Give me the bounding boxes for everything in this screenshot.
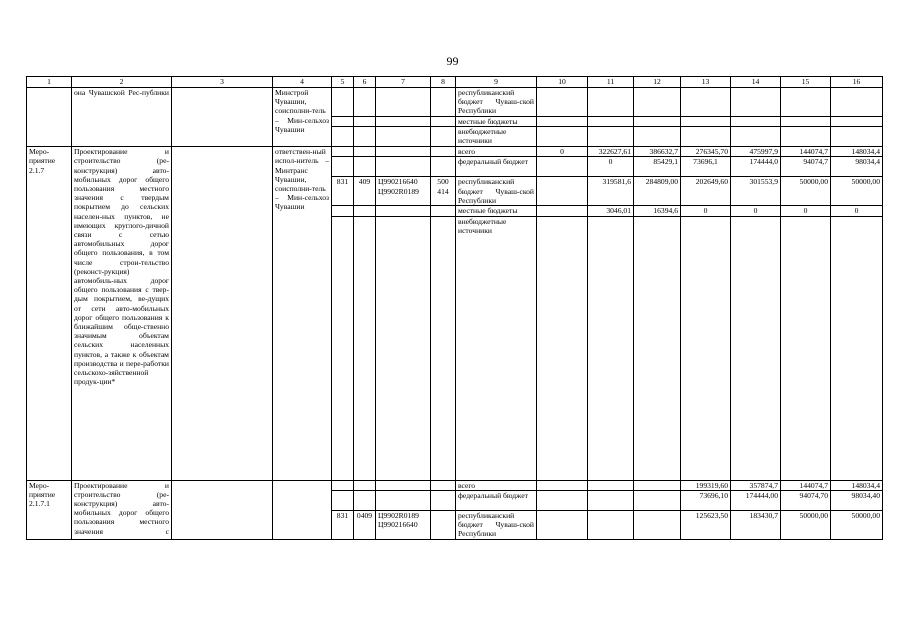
funding-source: всего — [456, 147, 537, 157]
value-cell: 0 — [781, 206, 831, 216]
table-row — [27, 480, 883, 490]
value-cell: 0 — [831, 206, 883, 216]
table-row — [27, 147, 883, 157]
value-cell: 284809,00 — [634, 177, 681, 206]
vr-cell: 500 414 — [431, 177, 456, 206]
value-cell: 322627,61 — [588, 147, 634, 157]
funding-source: всего — [456, 480, 537, 490]
value-cell: 301553,9 — [731, 177, 781, 206]
funding-source: республиканский бюджет Чуваш-ской Республики — [456, 510, 537, 539]
funding-source: республиканский бюджет Чуваш-ской Республики — [456, 177, 537, 206]
value-cell: 202649,60 — [681, 177, 731, 206]
rzpr-cell: 0409 — [354, 510, 376, 539]
value-cell: 0 — [588, 157, 634, 177]
value-cell: 94074,70 — [781, 490, 831, 510]
measure-cell: Меро-приятие 2.1.7.1 — [27, 480, 72, 539]
column-number-row — [27, 77, 883, 88]
col-number: 13 — [681, 77, 731, 88]
funding-source: республиканский бюджет Чуваш-ской Республики — [456, 88, 537, 117]
value-cell — [537, 177, 588, 206]
value-cell: 475997,9 — [731, 147, 781, 157]
value-cell: 357874,7 — [731, 480, 781, 490]
col-number: 8 — [431, 77, 456, 88]
value-cell: 148034,4 — [831, 480, 883, 490]
col-number: 2 — [72, 77, 172, 88]
table-row — [27, 88, 883, 117]
value-cell: 50000,00 — [831, 177, 883, 206]
measure-name: Проектирование и строительство (ре-конструкция) авто-мобильных дорог общего пользования местного значения с твердым покрытием до сельских населен-ных пунктов, не имеющих круглого-дичной связи с сетью автомобильных дорог общего пользования, в том числе строи-тельство (реконст-рукция) автомобиль-ных дорог общего пользования с твер-дым покрытием, ве-дущих от сети авто-мобильных дорог общего пользования к ближайшим обще-ственно значимым объектам сельских населенных пунктов, а также к объектам производства и пере-работки сельскохо-зяйственной продук-ции* — [72, 147, 172, 480]
executor-cell: Минстрой Чувашии, соисполни-тель – Мин-сельхоз Чувашии — [273, 88, 332, 147]
program-cell — [172, 88, 273, 147]
value-cell: 94074,7 — [781, 157, 831, 177]
col-number: 9 — [456, 77, 537, 88]
value-cell: 0 — [537, 147, 588, 157]
program-cell — [172, 147, 273, 480]
col-number: 1 — [27, 77, 72, 88]
value-cell: 125623,50 — [681, 510, 731, 539]
value-cell: 0 — [731, 206, 781, 216]
grbs-cell: 831 — [332, 510, 354, 539]
value-cell: 199319,60 — [681, 480, 731, 490]
value-cell: 174444,00 — [731, 490, 781, 510]
col-number: 4 — [273, 77, 332, 88]
value-cell: 50000,00 — [781, 510, 831, 539]
value-cell: 16394,6 — [634, 206, 681, 216]
value-cell: 73696,1 — [681, 157, 731, 177]
col-number: 15 — [781, 77, 831, 88]
program-cell — [172, 480, 273, 539]
funding-source: местные бюджеты — [456, 206, 537, 216]
value-cell — [537, 157, 588, 177]
col-number: 5 — [332, 77, 354, 88]
funding-source: местные бюджеты — [456, 117, 537, 127]
col-number: 6 — [354, 77, 376, 88]
col-number: 14 — [731, 77, 781, 88]
value-cell: 319581,6 — [588, 177, 634, 206]
col-number: 11 — [588, 77, 634, 88]
col-number: 12 — [634, 77, 681, 88]
executor-cell — [273, 480, 332, 539]
executor-cell: ответствен-ный испол-нитель – Минтранс Чувашии, соисполни-тель – Мин-сельхоз Чувашии — [273, 147, 332, 480]
value-cell: 50000,00 — [831, 510, 883, 539]
funding-source: внебюджетные источники — [456, 127, 537, 147]
value-cell: 386632,7 — [634, 147, 681, 157]
value-cell: 174444,0 — [731, 157, 781, 177]
value-cell: 3046,01 — [588, 206, 634, 216]
col-number: 10 — [537, 77, 588, 88]
program-table — [26, 76, 883, 540]
col-number: 16 — [831, 77, 883, 88]
value-cell: 50000,00 — [781, 177, 831, 206]
csr-cell: Ц990216640 Ц9902R0189 — [376, 177, 431, 206]
value-cell: 276345,70 — [681, 147, 731, 157]
grbs-cell: 831 — [332, 177, 354, 206]
value-cell: 183430,7 — [731, 510, 781, 539]
measure-name: она Чувашской Рес-публики — [72, 88, 172, 147]
funding-source: федеральный бюджет — [456, 490, 537, 510]
page-number: 99 — [446, 54, 459, 68]
rzpr-cell: 409 — [354, 177, 376, 206]
col-number: 3 — [172, 77, 273, 88]
value-cell: 85429,1 — [634, 157, 681, 177]
value-cell: 0 — [681, 206, 731, 216]
value-cell: 144074,7 — [781, 147, 831, 157]
measure-name: Проектирование и строительство (ре-конструкция) авто-мобильных дорог общего пользования местного значения с — [72, 480, 172, 539]
value-cell: 98034,4 — [831, 157, 883, 177]
funding-source: федеральный бюджет — [456, 157, 537, 177]
value-cell: 98034,40 — [831, 490, 883, 510]
value-cell: 73696,10 — [681, 490, 731, 510]
value-cell: 144074,7 — [781, 480, 831, 490]
measure-cell: Меро-приятие 2.1.7 — [27, 147, 72, 480]
csr-cell: Ц9902R0189 Ц990216640 — [376, 510, 431, 539]
measure-cell — [27, 88, 72, 147]
col-number: 7 — [376, 77, 431, 88]
value-cell — [537, 206, 588, 216]
value-cell: 148034,4 — [831, 147, 883, 157]
funding-source: внебюджетные источники — [456, 216, 537, 480]
